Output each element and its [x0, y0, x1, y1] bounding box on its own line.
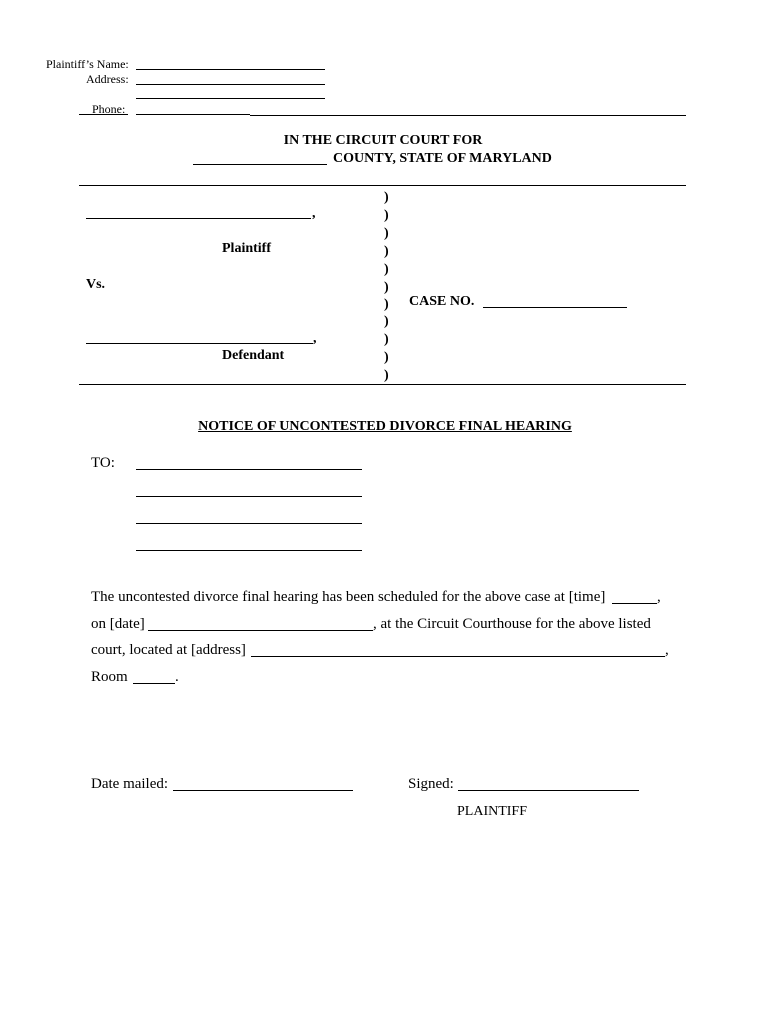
body-line-1-end: ,: [657, 589, 661, 605]
caption-paren: ): [384, 244, 389, 259]
body-line-4-start: Room: [91, 669, 128, 685]
county-name-line[interactable]: [193, 164, 327, 165]
signed-label: Signed:: [408, 776, 454, 792]
defendant-label: Defendant: [222, 348, 285, 363]
date-mailed-line[interactable]: [173, 790, 353, 791]
time-line[interactable]: [612, 603, 657, 604]
court-title-line2: COUNTY, STATE OF MARYLAND: [333, 151, 552, 166]
room-line[interactable]: [133, 683, 175, 684]
caption-paren: ): [384, 208, 389, 223]
body-line-2-end: , at the Circuit Courthouse for the above listed: [373, 616, 651, 632]
vs-label: Vs.: [86, 277, 106, 292]
defendant-comma: ,: [313, 331, 317, 346]
plaintiff-label: Plaintiff: [222, 241, 271, 256]
notice-title: NOTICE OF UNCONTESTED DIVORCE FINAL HEARING: [198, 419, 572, 434]
to-line-4[interactable]: [136, 550, 362, 551]
body-line-4-end: .: [175, 669, 179, 685]
caption-paren: ): [384, 297, 389, 312]
to-line-1[interactable]: [136, 469, 362, 470]
body-line-1: The uncontested divorce final hearing has been scheduled for the above case at [time]: [91, 589, 606, 605]
caption-paren: ): [384, 226, 389, 241]
caption-top-rule: [79, 185, 686, 186]
court-title-line1: IN THE CIRCUIT COURT FOR: [283, 133, 483, 148]
phone-prefix-line: [79, 114, 128, 115]
to-line-3[interactable]: [136, 523, 362, 524]
body-line-3-start: court, located at [address]: [91, 642, 246, 658]
caption-bottom-rule: [79, 384, 686, 385]
caption-paren: ): [384, 314, 389, 329]
signature-line[interactable]: [458, 790, 639, 791]
defendant-caption-line[interactable]: [86, 343, 313, 344]
case-no-line[interactable]: [483, 307, 627, 308]
body-line-2-start: on [date]: [91, 616, 145, 632]
caption-paren: ): [384, 190, 389, 205]
phone-line[interactable]: [136, 114, 250, 115]
address-line-1[interactable]: [136, 84, 325, 85]
plaintiff-signature-label: PLAINTIFF: [457, 804, 528, 819]
case-no-label: CASE NO.: [409, 294, 475, 309]
caption-paren: ): [384, 280, 389, 295]
to-label: TO:: [91, 455, 115, 471]
caption-paren: ): [384, 332, 389, 347]
to-line-2[interactable]: [136, 496, 362, 497]
plaintiff-name-label: Plaintiff’s Name:: [46, 57, 129, 71]
date-line[interactable]: [148, 630, 373, 631]
address-label: Address:: [86, 72, 129, 86]
address-court-line[interactable]: [251, 656, 665, 657]
plaintiff-name-line[interactable]: [136, 69, 325, 70]
date-mailed-label: Date mailed:: [91, 776, 169, 792]
body-line-3-end: ,: [665, 642, 669, 658]
header-rule: [250, 115, 686, 116]
plaintiff-comma: ,: [312, 206, 316, 221]
phone-label: Phone:: [92, 102, 126, 116]
caption-paren: ): [384, 350, 389, 365]
caption-paren: ): [384, 368, 389, 383]
plaintiff-caption-line[interactable]: [86, 218, 311, 219]
address-line-2[interactable]: [136, 98, 325, 99]
caption-paren: ): [384, 262, 389, 277]
